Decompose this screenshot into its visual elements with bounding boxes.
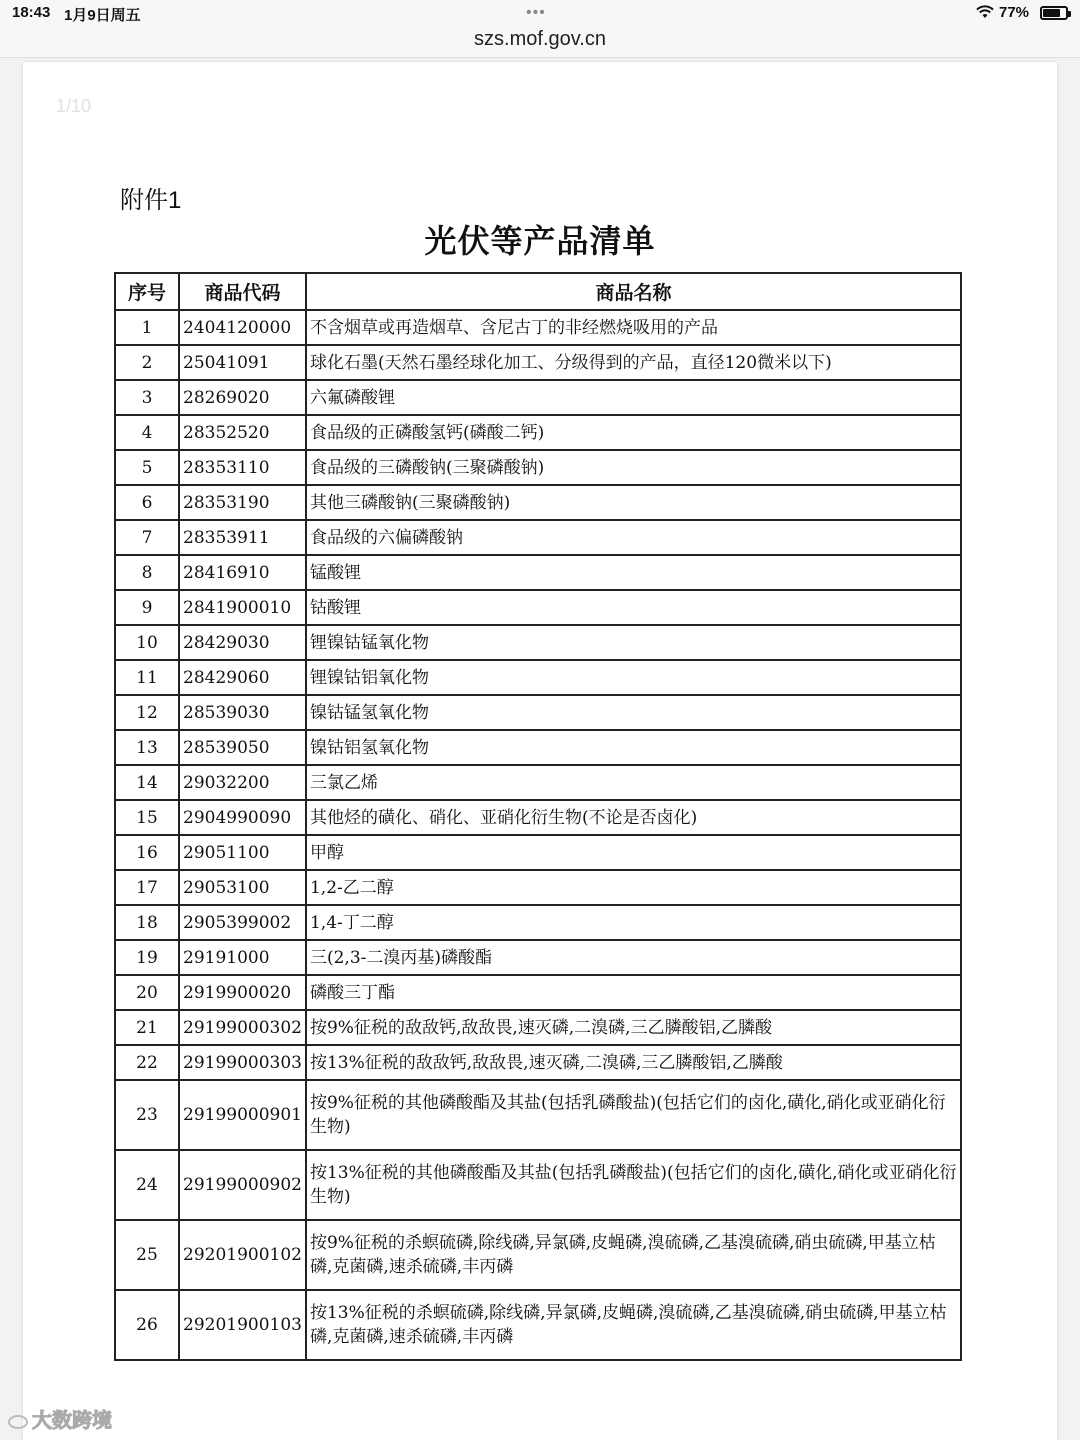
commodity-name: 按9%征税的其他磷酸酯及其盐(包括乳磷酸盐)(包括它们的卤化,磺化,硝化或亚硝化衍生物) (306, 1080, 961, 1150)
commodity-code: 29191000 (179, 940, 306, 975)
commodity-name: 1,2-乙二醇 (306, 870, 961, 905)
commodity-name: 球化石墨(天然石墨经球化加工、分级得到的产品，直径120微米以下) (306, 345, 961, 380)
row-number: 5 (115, 450, 179, 485)
row-number: 17 (115, 870, 179, 905)
commodity-name: 锰酸锂 (306, 555, 961, 590)
commodity-name: 不含烟草或再造烟草、含尼古丁的非经燃烧吸用的产品 (306, 310, 961, 345)
table-row (115, 1080, 961, 1150)
commodity-code: 29199000303 (179, 1045, 306, 1080)
commodity-code: 29032200 (179, 765, 306, 800)
commodity-code: 2919900020 (179, 975, 306, 1010)
commodity-code: 28429060 (179, 660, 306, 695)
table-row (115, 975, 961, 1010)
address-bar[interactable] (0, 28, 1080, 58)
row-number: 20 (115, 975, 179, 1010)
row-number: 6 (115, 485, 179, 520)
row-number: 21 (115, 1010, 179, 1045)
row-number: 11 (115, 660, 179, 695)
commodity-name: 镍钴锰氢氧化物 (306, 695, 961, 730)
commodity-code: 29201900102 (179, 1220, 306, 1290)
row-number: 7 (115, 520, 179, 555)
commodity-code: 28429030 (179, 625, 306, 660)
table-row (115, 1010, 961, 1045)
row-number: 13 (115, 730, 179, 765)
commodity-code: 29199000302 (179, 1010, 306, 1045)
commodity-name: 其他三磷酸钠(三聚磷酸钠) (306, 485, 961, 520)
watermark-logo-icon (8, 1415, 28, 1429)
multitasking-dots-icon[interactable]: ••• (526, 4, 546, 21)
status-date: 1月9日周五 (64, 7, 141, 24)
commodity-code: 2904990090 (179, 800, 306, 835)
table-row (115, 765, 961, 800)
table-row (115, 1290, 961, 1360)
row-number: 10 (115, 625, 179, 660)
table-row (115, 520, 961, 555)
header-code: 商品代码 (179, 273, 306, 310)
commodity-code: 28353110 (179, 450, 306, 485)
table-row (115, 555, 961, 590)
commodity-code: 28352520 (179, 415, 306, 450)
table-row (115, 730, 961, 765)
commodity-name: 食品级的正磷酸氢钙(磷酸二钙) (306, 415, 961, 450)
row-number: 3 (115, 380, 179, 415)
row-number: 23 (115, 1080, 179, 1150)
commodity-code: 29199000902 (179, 1150, 306, 1220)
table-row (115, 450, 961, 485)
product-table (114, 272, 962, 1361)
battery-level (1043, 9, 1060, 17)
document-title: 光伏等产品清单 (424, 222, 656, 260)
commodity-name: 按9%征税的杀螟硫磷,除线磷,异氯磷,皮蝇磷,溴硫磷,乙基溴硫磷,硝虫硫磷,甲基立枯磷,克菌磷,速杀硫磷,丰丙磷 (306, 1220, 961, 1290)
commodity-name: 其他烃的磺化、硝化、亚硝化衍生物(不论是否卤化) (306, 800, 961, 835)
status-bar (0, 0, 1080, 28)
table-row (115, 590, 961, 625)
commodity-name: 按9%征税的敌敌钙,敌敌畏,速灭磷,二溴磷,三乙膦酸铝,乙膦酸 (306, 1010, 961, 1045)
table-row (115, 1150, 961, 1220)
table-row (115, 870, 961, 905)
watermark-text: 大数跨境 (32, 1410, 112, 1432)
page-indicator: 1/10 (56, 96, 92, 116)
commodity-name: 1,4-丁二醇 (306, 905, 961, 940)
commodity-name: 六氟磷酸锂 (306, 380, 961, 415)
commodity-code: 29201900103 (179, 1290, 306, 1360)
commodity-code: 2905399002 (179, 905, 306, 940)
table-row (115, 380, 961, 415)
commodity-name: 钴酸锂 (306, 590, 961, 625)
row-number: 24 (115, 1150, 179, 1220)
row-number: 14 (115, 765, 179, 800)
row-number: 4 (115, 415, 179, 450)
table-row (115, 1220, 961, 1290)
table-row (115, 800, 961, 835)
commodity-name: 三(2,3-二溴丙基)磷酸酯 (306, 940, 961, 975)
commodity-code: 29051100 (179, 835, 306, 870)
commodity-name: 食品级的六偏磷酸钠 (306, 520, 961, 555)
commodity-name: 镍钴铝氢氧化物 (306, 730, 961, 765)
commodity-code: 29199000901 (179, 1080, 306, 1150)
commodity-code: 28539050 (179, 730, 306, 765)
commodity-name: 三氯乙烯 (306, 765, 961, 800)
table-row (115, 625, 961, 660)
table-header-row (115, 273, 961, 310)
attachment-label: 附件1 (120, 187, 182, 214)
commodity-name: 食品级的三磷酸钠(三聚磷酸钠) (306, 450, 961, 485)
table-row (115, 310, 961, 345)
table-row (115, 940, 961, 975)
table-row (115, 345, 961, 380)
row-number: 22 (115, 1045, 179, 1080)
row-number: 15 (115, 800, 179, 835)
table-row (115, 835, 961, 870)
table-row (115, 485, 961, 520)
commodity-name: 按13%征税的其他磷酸酯及其盐(包括乳磷酸盐)(包括它们的卤化,磺化,硝化或亚硝化衍生物) (306, 1150, 961, 1220)
row-number: 18 (115, 905, 179, 940)
header-name: 商品名称 (306, 273, 961, 310)
table-row (115, 415, 961, 450)
row-number: 16 (115, 835, 179, 870)
row-number: 9 (115, 590, 179, 625)
row-number: 1 (115, 310, 179, 345)
row-number: 12 (115, 695, 179, 730)
url-text[interactable]: szs.mof.gov.cn (474, 28, 606, 50)
row-number: 19 (115, 940, 179, 975)
row-number: 2 (115, 345, 179, 380)
commodity-code: 25041091 (179, 345, 306, 380)
table-row (115, 660, 961, 695)
row-number: 25 (115, 1220, 179, 1290)
commodity-code: 2841900010 (179, 590, 306, 625)
commodity-code: 2404120000 (179, 310, 306, 345)
commodity-code: 28269020 (179, 380, 306, 415)
commodity-name: 锂镍钴铝氧化物 (306, 660, 961, 695)
watermark (8, 1404, 112, 1433)
commodity-name: 甲醇 (306, 835, 961, 870)
wifi-icon (976, 5, 994, 19)
commodity-code: 28539030 (179, 695, 306, 730)
table-row (115, 905, 961, 940)
commodity-name: 磷酸三丁酯 (306, 975, 961, 1010)
commodity-code: 28416910 (179, 555, 306, 590)
table-row (115, 1045, 961, 1080)
header-num: 序号 (115, 273, 179, 310)
commodity-name: 按13%征税的敌敌钙,敌敌畏,速灭磷,二溴磷,三乙膦酸铝,乙膦酸 (306, 1045, 961, 1080)
battery-icon (1040, 6, 1068, 20)
commodity-code: 29053100 (179, 870, 306, 905)
row-number: 8 (115, 555, 179, 590)
battery-percent: 77% (999, 4, 1030, 21)
commodity-name: 锂镍钴锰氧化物 (306, 625, 961, 660)
commodity-code: 28353190 (179, 485, 306, 520)
status-time: 18:43 (12, 4, 51, 21)
row-number: 26 (115, 1290, 179, 1360)
commodity-name: 按13%征税的杀螟硫磷,除线磷,异氯磷,皮蝇磷,溴硫磷,乙基溴硫磷,硝虫硫磷,甲基立枯磷,克菌磷,速杀硫磷,丰丙磷 (306, 1290, 961, 1360)
table-row (115, 695, 961, 730)
commodity-code: 28353911 (179, 520, 306, 555)
